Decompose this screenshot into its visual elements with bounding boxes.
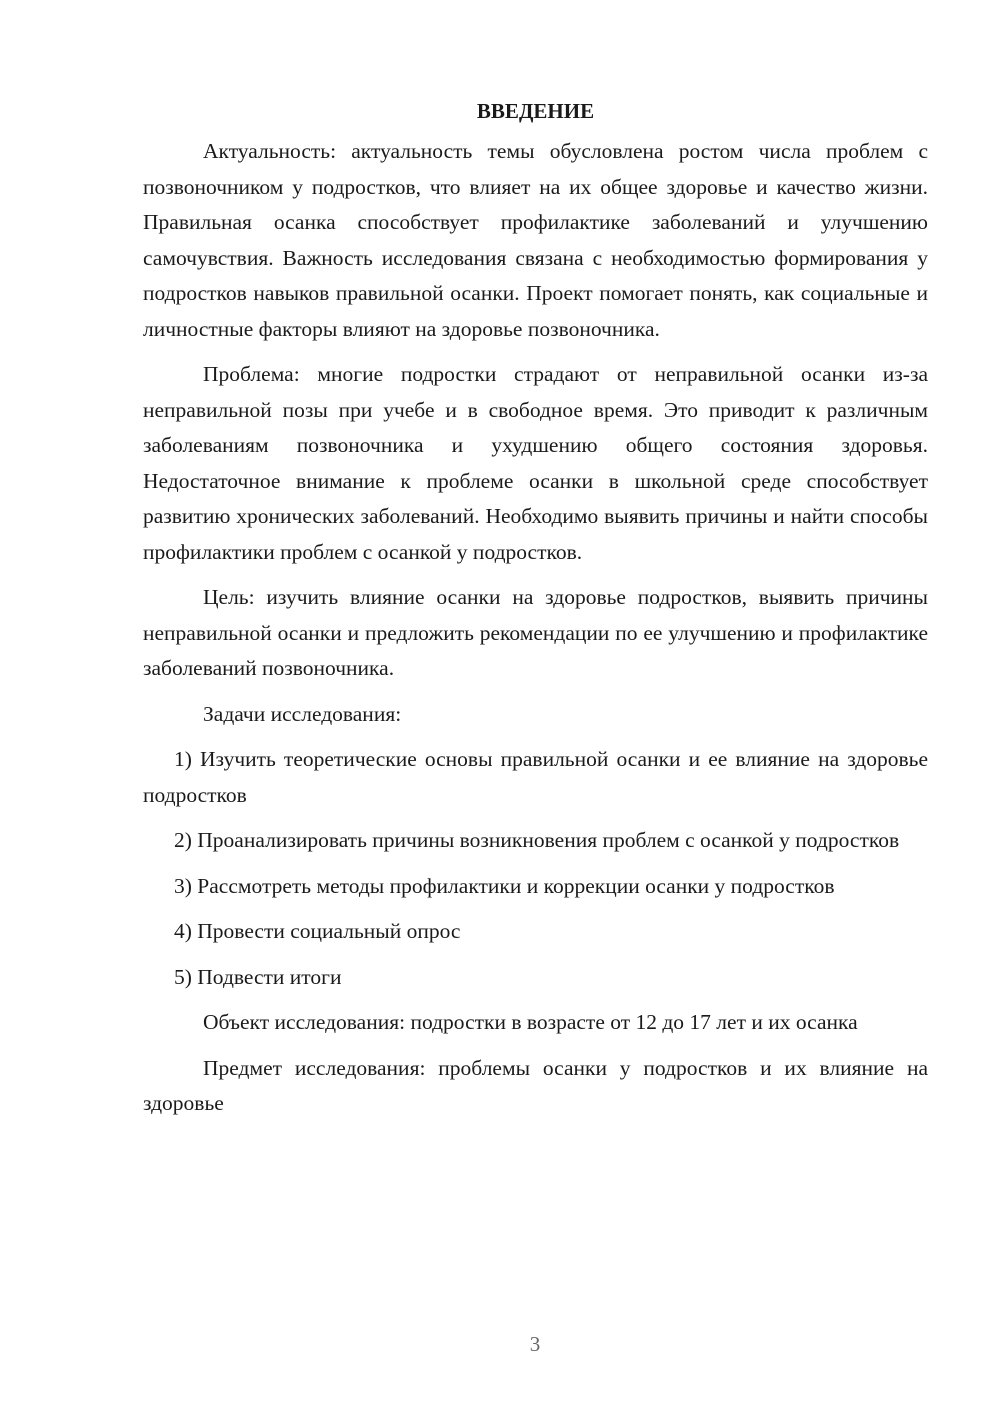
task-item-4: 4) Провести социальный опрос xyxy=(174,919,461,943)
task-item-3: 3) Рассмотреть методы профилактики и коррекции осанки у подростков xyxy=(174,873,835,898)
section-title: ВВЕДЕНИЕ xyxy=(476,99,595,123)
task-item-1: 1) Изучить теоретические основы правильной осанки и ее влияние на здоровье подростков xyxy=(143,747,928,807)
relevance-paragraph: Актуальность: актуальность темы обусловлена ростом числа проблем с позвоночником у подростков, что влияет на их общее здоровье и качество жизни. Правильная осанка способствует профилактике заболеваний и улучшению самочувствия. Важность исследования связана с необходимостью формирования у подростков навыков правильной осанки. Проект помогает понять, как социальные и личностные факторы влияют на здоровье позвоночника. xyxy=(143,139,928,341)
tasks-heading: Задачи исследования: xyxy=(203,701,402,726)
page-number: 3 xyxy=(529,1332,541,1356)
document-page xyxy=(143,96,928,1132)
research-subject-paragraph: Предмет исследования: проблемы осанки у подростков и их влияние на здоровье xyxy=(143,1055,928,1115)
problem-paragraph: Проблема: многие подростки страдают от неправильной осанки из-за неправильной позы при учебе и в свободное время. Это приводит к различным заболеваниям позвоночника и ухудшению общего состояния здоровья. Недостаточное внимание к проблеме осанки в школьной среде способствует развитию хронических заболеваний. Необходимо выявить причины и найти способы профилактики проблем с осанкой у подростков. xyxy=(143,362,928,564)
task-item-5: 5) Подвести итоги xyxy=(174,964,342,989)
goal-paragraph: Цель: изучить влияние осанки на здоровье подростков, выявить причины неправильной осанки и предложить рекомендации по ее улучшению и профилактике заболеваний позвоночника. xyxy=(143,585,928,680)
task-item-2: 2) Проанализировать причины возникновения проблем с осанкой у подростков xyxy=(174,828,900,852)
research-object-paragraph: Объект исследования: подростки в возрасте от 12 до 17 лет и их осанка xyxy=(203,1010,858,1034)
